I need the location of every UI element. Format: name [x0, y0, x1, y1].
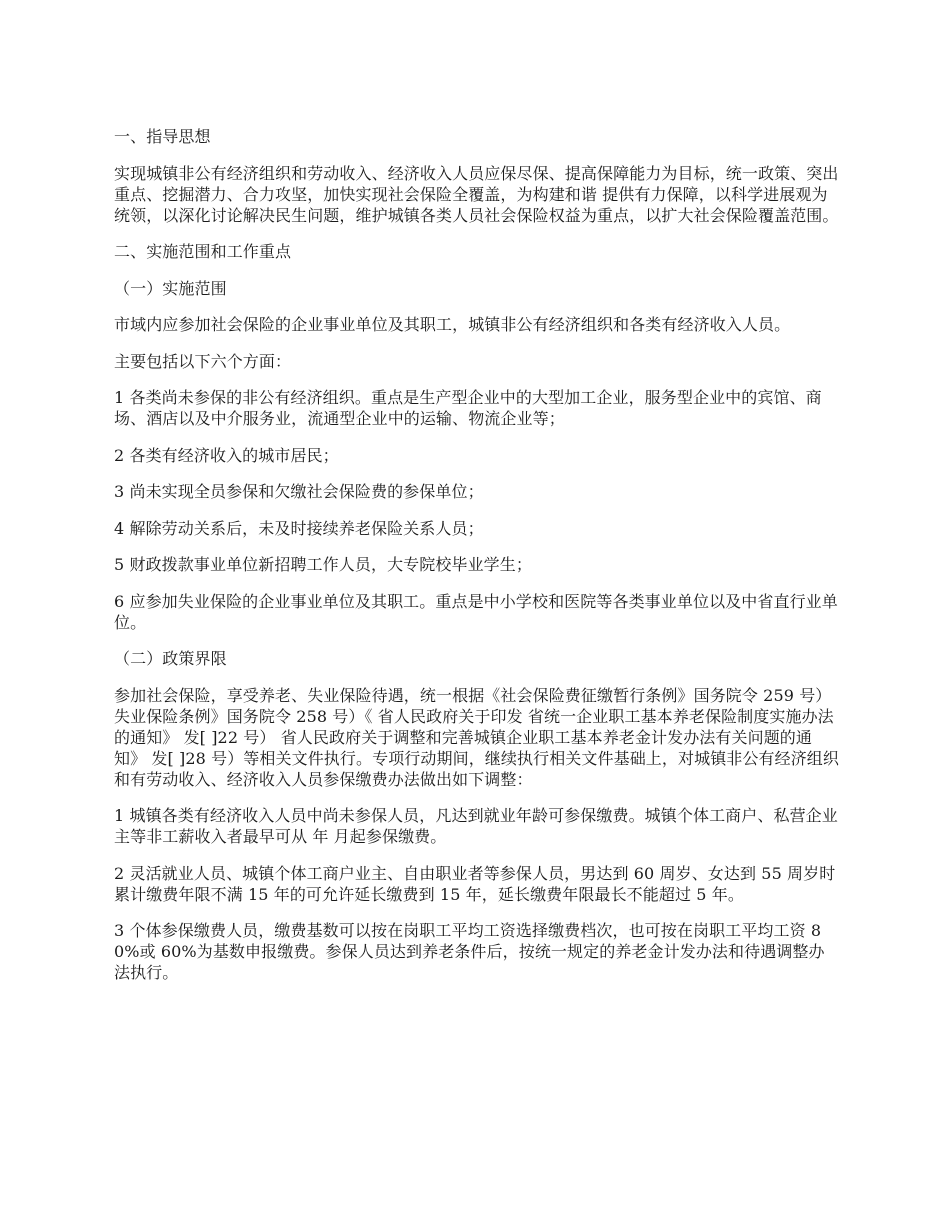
policy-item-3: 3 个体参保缴费人员，缴费基数可以按在岗职工平均工资选择缴费档次，也可按在岗职工平均工资 80%或 60%为基数申报缴费。参保人员达到养老条件后，按统一规定的养老金计发办法和待遇调整办法执行。: [114, 921, 825, 982]
list-item-2: 2 各类有经济收入的城市居民；: [114, 445, 339, 465]
paragraph-guiding-ideology: 实现城镇非公有经济组织和劳动收入、经济收入人员应保尽保、提高保障能力为目标，统一政策、突出重点、挖掘潜力、合力攻坚，加快实现社会保险全覆盖，为构建和谐 提供有力保障，以科学进展观为统领，以深化讨论解决民生问题，维护城镇各类人员社会保险权益为重点，以扩大社会保险覆盖范围。: [114, 163, 839, 225]
policy-item-2: 2 灵活就业人员、城镇个体工商户业主、自由职业者等参保人员，男达到 60 周岁、女达到 55 周岁时累计缴费年限不满 15 年的可允许延长缴费到 15 年，延长缴费年限最长不能超过 5 年。: [114, 863, 836, 904]
document-page: [114, 126, 840, 999]
list-item-4: 4 解除劳动关系后，未及时接续养老保险关系人员；: [114, 518, 484, 538]
policy-item-1: 1 城镇各类有经济收入人员中尚未参保人员，凡达到就业年龄可参保缴费。城镇个体工商户、私营企业主等非工薪收入者最早可从 年 月起参保缴费。: [114, 806, 838, 846]
list-item-1: 1 各类尚未参保的非公有经济组织。重点是生产型企业中的大型加工企业，服务型企业中的宾馆、商场、酒店以及中介服务业，流通型企业中的运输、物流企业等；: [114, 388, 822, 428]
subsection-heading-scope: （一）实施范围: [114, 278, 227, 298]
section-heading-guiding-ideology: 一、指导思想: [114, 127, 211, 146]
paragraph-six-aspects-intro: 主要包括以下六个方面：: [114, 351, 292, 371]
section-heading-scope-and-focus: 二、实施范围和工作重点: [114, 242, 292, 261]
list-item-5: 5 财政拨款事业单位新招聘工作人员，大专院校毕业学生；: [114, 555, 532, 574]
paragraph-policy-limits: 参加社会保险，享受养老、失业保险待遇，统一根据《社会保险费征缴暂行条例》国务院令 259 号）失业保险条例》国务院令 258 号）《 省人民政府关于印发 省统一企业职工基本养老保险制度实施办法的通知》 发[ ]22 号） 省人民政府关于调整和完善城镇企业职工基本养老金计发办法有关问题的通知》 发[ ]28 号）等相关文件执行。专项行动期间，继续执行相关文件基础上，对城镇非公有经济组织和有劳动收入、经济收入人员参保缴费办法做出如下调整：: [114, 685, 840, 789]
paragraph-scope: 市域内应参加社会保险的企业事业单位及其职工，城镇非公有经济组织和各类有经济收入人员。: [114, 315, 791, 334]
list-item-6: 6 应参加失业保险的企业事业单位及其职工。重点是中小学校和医院等各类事业单位以及中省直行业单位。: [114, 591, 838, 632]
list-item-3: 3 尚未实现全员参保和欠缴社会保险费的参保单位；: [114, 482, 484, 501]
subsection-heading-policy-limits: （二）政策界限: [114, 649, 227, 668]
